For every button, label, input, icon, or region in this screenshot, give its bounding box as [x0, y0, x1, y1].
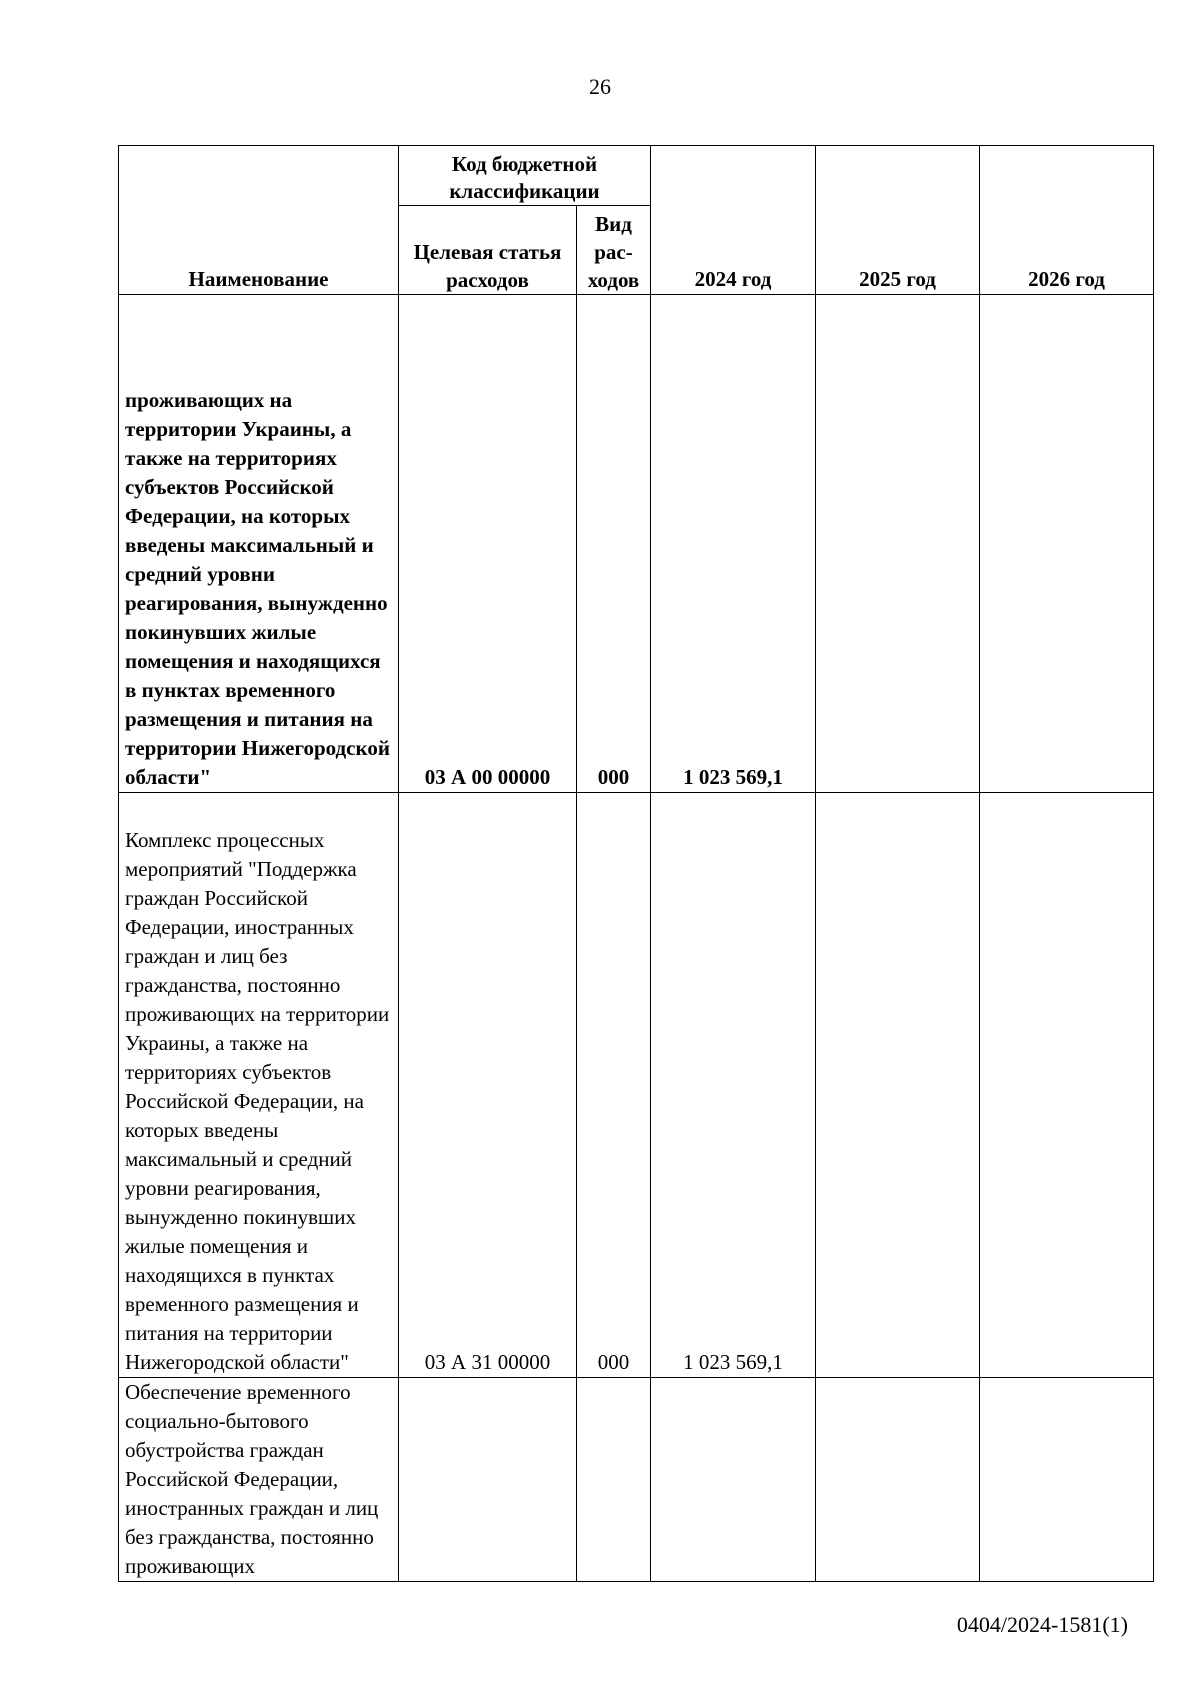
budget-table [118, 145, 1154, 1582]
row-expense-type: 000 [577, 793, 651, 1378]
row-2026 [980, 1378, 1154, 1582]
header-budget-code: Код бюджетной классификации [399, 146, 651, 206]
row-name: Обеспечение временного социально-бытового обустройства граждан Российской Федерации, иностранных граждан и лиц без гражданства, постоянно проживающих [119, 1378, 399, 1582]
header-target-article: Целевая статья расходов [399, 206, 577, 295]
row-2025 [816, 1378, 980, 1582]
row-2024: 1 023 569,1 [651, 295, 816, 793]
row-name: Комплекс процессных мероприятий "Поддержка граждан Российской Федерации, иностранных граждан и лиц без гражданства, постоянно проживающих на территории Украины, а также на территориях субъектов Российской Федерации, на которых введены максимальный и средний уровни реагирования, вынужденно покинувших жилые помещения и находящихся в пунктах временного размещения и питания на территории Нижегородской области" [119, 793, 399, 1378]
row-name: проживающих на территории Украины, а также на территориях субъектов Российской Федерации, на которых введены максимальный и средний уровни реагирования, вынужденно покинувших жилые помещения и находящихся в пунктах временного размещения и питания на территории Нижегородской области" [119, 295, 399, 793]
table-row [119, 793, 1154, 1378]
header-expense-type: Вид рас-ходов [577, 206, 651, 295]
table-row [119, 1378, 1154, 1582]
header-name: Наименование [119, 146, 399, 295]
row-2025 [816, 793, 980, 1378]
row-expense-type [577, 1378, 651, 1582]
row-2025 [816, 295, 980, 793]
row-target-article: 03 А 00 00000 [399, 295, 577, 793]
row-expense-type: 000 [577, 295, 651, 793]
row-target-article [399, 1378, 577, 1582]
header-2024: 2024 год [651, 146, 816, 295]
page-number: 26 [589, 74, 611, 99]
row-2024 [651, 1378, 816, 1582]
header-2025: 2025 год [816, 146, 980, 295]
row-2024: 1 023 569,1 [651, 793, 816, 1378]
header-2026: 2026 год [980, 146, 1154, 295]
row-target-article: 03 А 31 00000 [399, 793, 577, 1378]
document-code: 0404/2024-1581(1) [956, 1612, 1128, 1637]
table-row [119, 295, 1154, 793]
row-2026 [980, 793, 1154, 1378]
row-2026 [980, 295, 1154, 793]
